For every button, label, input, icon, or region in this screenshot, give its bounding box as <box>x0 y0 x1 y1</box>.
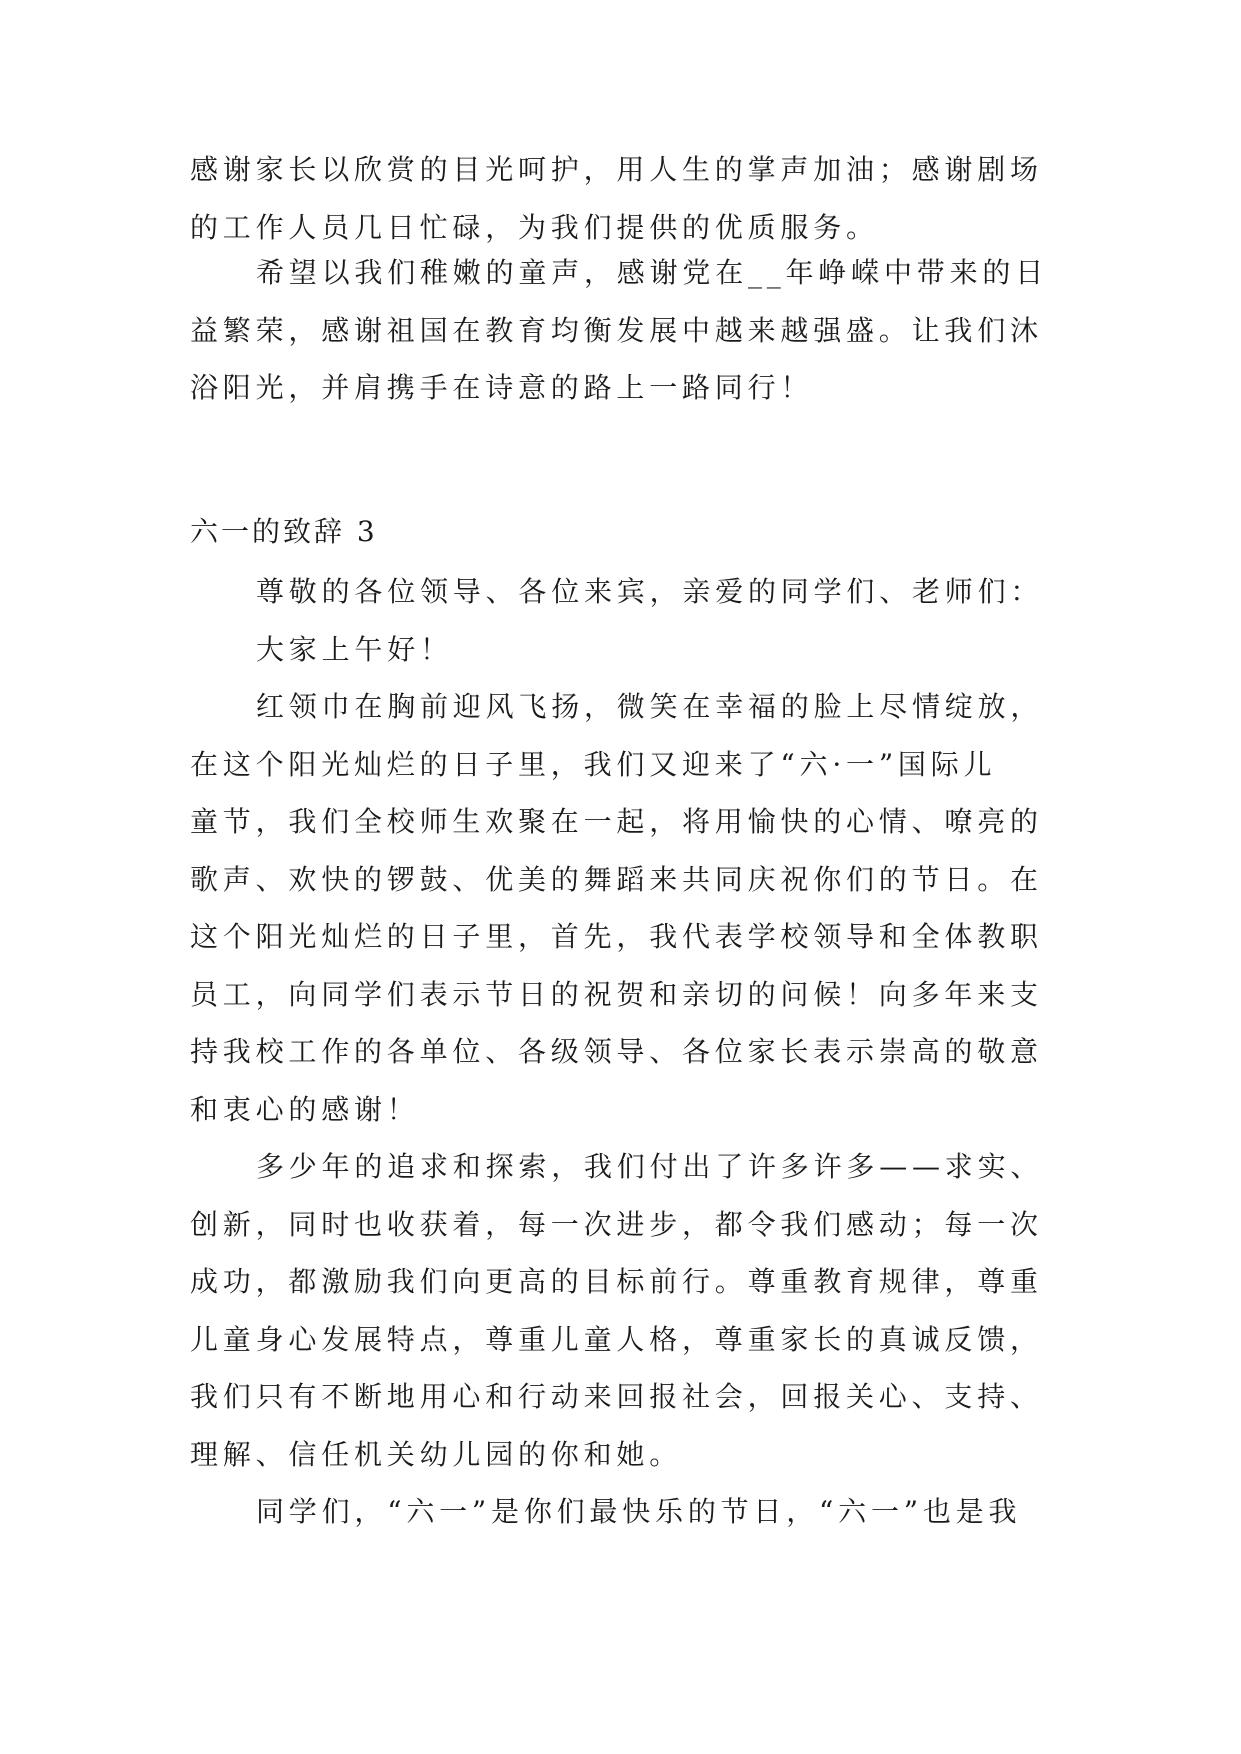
text-line: 理解、信任机关幼儿园的你和她。 <box>190 1437 683 1471</box>
text-line: 成功，都激励我们向更高的目标前行。尊重教育规律，尊重 <box>190 1265 1043 1298</box>
top-paragraph-2 <box>190 244 1070 417</box>
top-paragraph-1 <box>190 141 1070 256</box>
text-line: 同学们，“六一”是你们最快乐的节日，“六一”也是我 <box>256 1495 1022 1528</box>
text-line: 在这个阳光灿烂的日子里，我们又迎来了“六·一”国际儿 <box>190 747 997 781</box>
text-line: 和衷心的感谢！ <box>190 1092 420 1126</box>
text-line: 我们只有不断地用心和行动来回报社会，回报关心、支持、 <box>190 1380 1043 1413</box>
text-line: 童节，我们全校师生欢聚在一起，将用愉快的心情、嘹亮的 <box>190 805 1043 838</box>
text-line: 感谢家长以欣赏的目光呵护，用人生的掌声加油；感谢剧场 <box>190 153 1043 186</box>
greeting-line: 尊敬的各位领导、各位来宾，亲爱的同学们、老师们： <box>256 575 1044 608</box>
text-line: 儿童身心发展特点，尊重儿童人格，尊重家长的真诚反馈， <box>190 1322 1043 1356</box>
text-line: 持我校工作的各单位、各级领导、各位家长表示崇高的敬意 <box>190 1035 1043 1068</box>
text-line: 益繁荣，感谢祖国在教育均衡发展中越来越强盛。让我们沐 <box>190 313 1043 347</box>
section-heading: 六一的致辞 3 <box>190 515 378 548</box>
text-line: 这个阳光灿烂的日子里，首先，我代表学校领导和全体教职 <box>190 920 1043 953</box>
text-line: 多少年的追求和探索，我们付出了许多许多——求实、 <box>256 1150 1044 1183</box>
section-heading-block <box>190 503 1070 561</box>
body-paragraph-1 <box>190 678 1070 1138</box>
greeting-block <box>190 563 1070 678</box>
salutation-line: 大家上午好！ <box>256 632 453 666</box>
text-line: 红领巾在胸前迎风飞扬，微笑在幸福的脸上尽情绽放， <box>256 690 1044 723</box>
body-paragraph-2 <box>190 1138 1070 1483</box>
text-line: 歌声、欢快的锣鼓、优美的舞蹈来共同庆祝你们的节日。在 <box>190 862 1043 896</box>
text-line: 的工作人员几日忙碌，为我们提供的优质服务。 <box>190 210 879 244</box>
text-line: 创新，同时也收获着，每一次进步，都令我们感动；每一次 <box>190 1207 1043 1241</box>
text-line: 浴阳光，并肩携手在诗意的路上一路同行！ <box>190 371 814 404</box>
text-line: 员工，向同学们表示节日的祝贺和亲切的问候！向多年来支 <box>190 977 1043 1011</box>
body-paragraph-3 <box>190 1483 1070 1541</box>
text-line: 希望以我们稚嫩的童声，感谢党在__年峥嵘中带来的日 <box>256 256 1049 289</box>
